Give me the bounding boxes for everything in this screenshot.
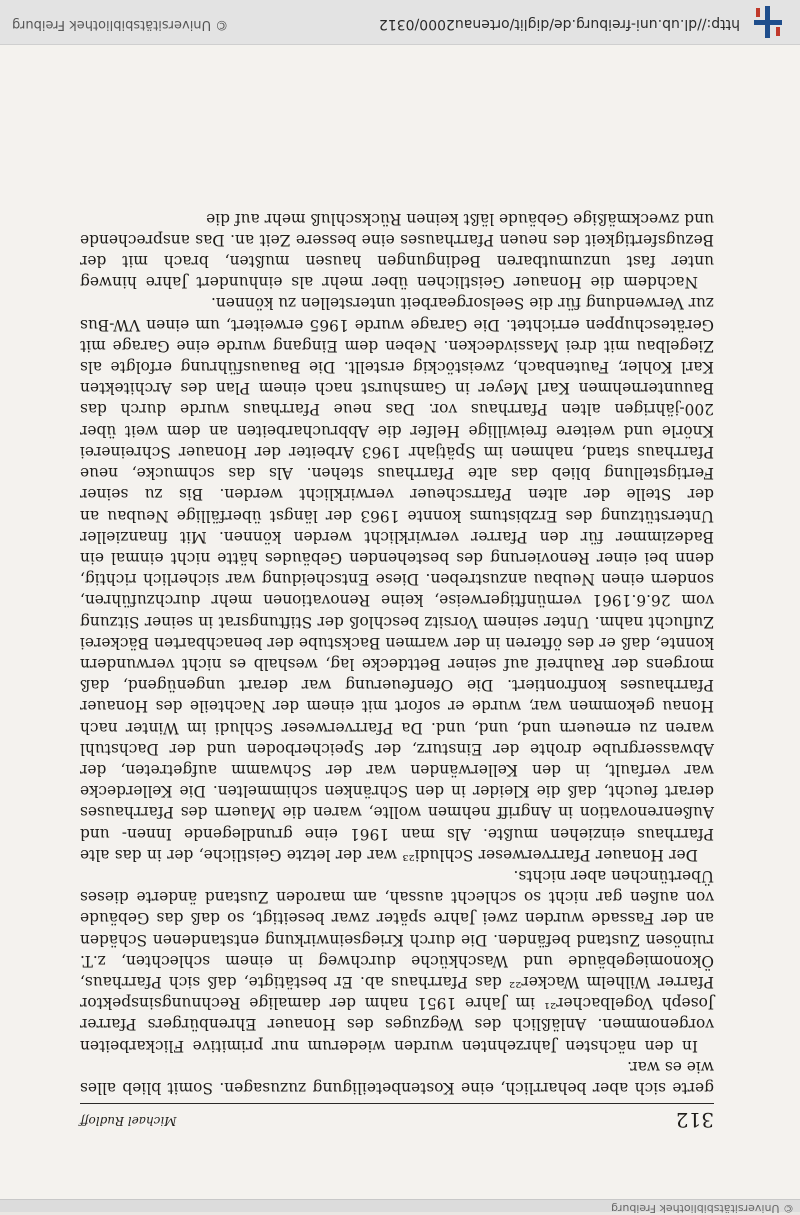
running-head: Michael Rudloff xyxy=(80,1114,177,1128)
top-strip-credit: © Universitätsbibliothek Freiburg xyxy=(611,1202,794,1215)
source-url-link[interactable]: http://dl.ub.uni-freiburg.de/diglit/ortenau2000/0312 xyxy=(378,16,740,32)
top-strip xyxy=(0,1199,800,1215)
page-number: 312 xyxy=(675,1108,714,1132)
paragraph: Nachdem die Honauer Geistlichen über mehr als einhundert Jahre hinweg unter fast unzumutbaren Bedingungen hausen mußten, brach mit der Bezugsfertigkeit des neuen Pfarrhauses eine bessere Zeit an. Das ansprechende und zweckmäßige Gebäude läßt keinen Rückschluß mehr auf die xyxy=(80,209,714,292)
paragraph: gerte sich aber beharrlich, eine Kostenbeteiligung zuzusagen. Somit blieb alles wie es war. xyxy=(80,1057,714,1097)
paragraph: Der Honauer Pfarrverweser Schludi²³ war der letzte Geistliche, der in das alte Pfarrhaus einziehen mußte. Als man 1961 eine grundlegende Innen- und Außenrenovation in Angriff nehmen wollte, waren die Mauern des Pfarrhauses derart feucht, daß die Kleider in den Schränken schimmelten. Die Kellerdecke war verfault, in den Kellerwänden war der Schwamm aufgetreten, der Abwassergrube drohte der Einsturz, der Speicherboden und der Dachstuhl waren zu erneuern und, und, und. Da Pfarrverweser Schludi im Winter nach Honau gekommen war, wurde er sofort mit einem der Nachteile des Honauer Pfarrhauses konfrontiert. Die Ofenfeuerung war derart ungenügend, daß morgens der Rauhreif auf seiner Bettdecke lag, weshalb es nicht verwundern konnte, daß er des öfteren in der warmen Backstube der benachbarten Bäckerei Zuflucht nahm. Unter seinem Vorsitz beschloß der Stiftungsrat in seiner Sitzung vom 26.6.1961 vernünftigerweise, keine Renovationen mehr durchzuführen, sondern einen Neubau anzustreben. Diese Entscheidung war sicherlich richtig, denn bei einer Renovierung des bestehenden Gebäudes hätte nicht einmal ein Badezimmer für den Pfarrer verwirklicht werden können. Mit finanzieller Unterstützung des Erzbistums konnte 1963 der längst überfällige Neubau an der Stelle der alten Pfarrscheuer verwirklicht werden. Bis zu seiner Fertigstellung blieb das alte Pfarrhaus stehen. Als das schmucke, neue Pfarrhaus stand, nahmen im Spätjahr 1963 Arbeiter der Honauer Schreinerei Knörle und weitere freiwillige Helfer die Abbrucharbeiten an dem weit über 200-jährigen alten Pfarrhaus vor. Das neue Pfarrhaus wurde durch das Bauunternehmen Karl Meyer in Gamshurst nach einem Plan des Architekten Karl Kohler, Fautenbach, zweistöckig erstellt. Die Bauausführung erfolgte als Ziegelbau mit drei Massivdecken. Neben dem Eingang wurde eine Garage mit Geräteschuppen errichtet. Die Garage wurde 1965 erweitert, um einen VW-Bus zur Verwendung für die Seelsorgearbeit unterstellen zu können. xyxy=(80,294,714,864)
footer-credit: © Universitätsbibliothek Freiburg xyxy=(12,17,229,32)
university-library-logo-icon xyxy=(750,6,786,38)
paragraph: In den nächsten Jahrzehnten wurden wiederum nur primitive Flickarbeiten vorgenommen. Anläßlich des Wegzuges des Honauer Ehrenbürgers Pfarrer Joseph Vogelbacher²¹ im Jahre 1951 nahm der damalige Rechnungsinspektor Pfarrer Wilhelm Wacker²² das Pfarrhaus ab. Er bestätigte, daß sich Pfarrhaus, Ökonomiegebäude und Waschküche durchweg in einem schlechten, z.T. ruinösen Zustand befänden. Die durch Kriegseinwirkung entstandenen Schäden an der Fassade wurden zwei Jahre später zwar beseitigt, so daß das Gebäude von außen gar nicht so schlecht aussah, am maroden Zustand änderte dieses Übertünchen aber nichts. xyxy=(80,866,714,1055)
header-rule xyxy=(80,1103,714,1104)
footer-bar xyxy=(0,0,800,45)
page-header xyxy=(80,1106,714,1132)
body-text xyxy=(80,207,714,1098)
